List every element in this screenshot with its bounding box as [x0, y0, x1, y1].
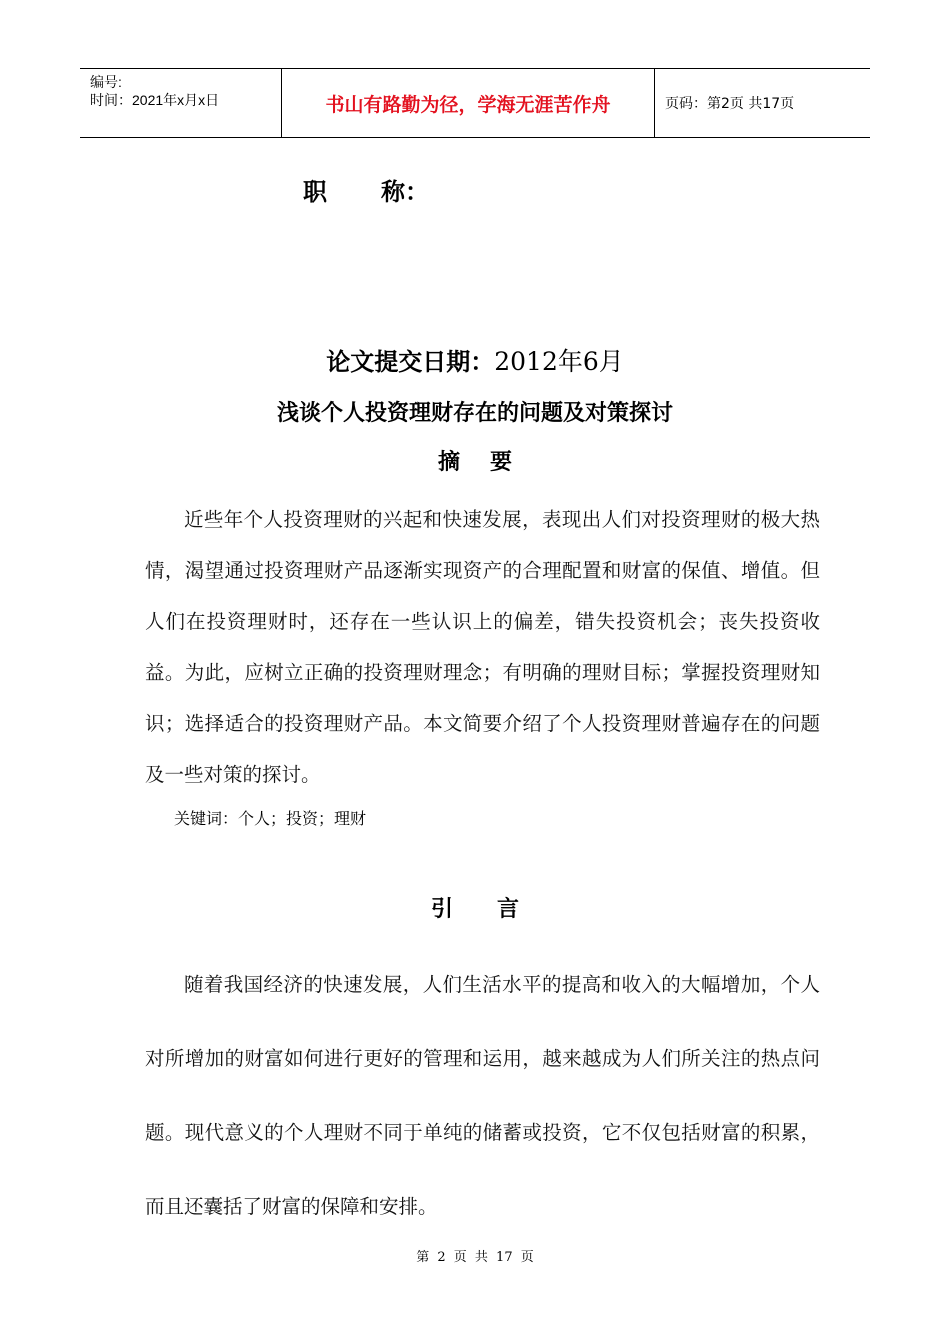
abstract-heading: 摘要	[437, 450, 542, 475]
header-motto: 书山有路勤为径，学海无涯苦作舟	[282, 69, 655, 137]
keywords: 关键词：个人；投资；理财	[174, 809, 367, 828]
header-page-info: 页码：第2页 共17页	[665, 96, 795, 112]
document-time: 时间：2021年x月x日	[90, 92, 220, 108]
introduction-heading: 引言	[430, 897, 563, 922]
title-label-a: 职	[303, 178, 327, 206]
submission-date	[0, 342, 950, 378]
title-label-b: 称：	[381, 178, 429, 206]
paper-title: 浅谈个人投资理财存在的问题及对策探讨	[276, 401, 673, 426]
submission-date-value: 2012年6月	[494, 347, 624, 376]
page-footer: 第 2 页 共 17 页	[416, 1250, 534, 1265]
professional-title-label	[303, 172, 429, 207]
document-number: 编号:	[90, 74, 122, 90]
introduction-body: 随着我国经济的快速发展，人们生活水平的提高和收入的大幅增加，个人对所增加的财富如何进行更好的管理和运用，越来越成为人们所关注的热点问题。现代意义的个人理财不同于单纯的储蓄或投资，它不仅包括财富的积累，而且还囊括了财富的保障和安排。	[145, 973, 820, 1218]
page-header	[80, 68, 870, 138]
header-meta	[80, 69, 282, 137]
submission-date-label: 论文提交日期：	[326, 348, 495, 376]
abstract-body: 近些年个人投资理财的兴起和快速发展，表现出人们对投资理财的极大热情，渴望通过投资理财产品逐渐实现资产的合理配置和财富的保值、增值。但人们在投资理财时，还存在一些认识上的偏差，错失投资机会；丧失投资收益。为此，应树立正确的投资理财理念；有明确的理财目标；掌握投资理财知识；选择适合的投资理财产品。本文简要介绍了个人投资理财普遍存在的问题及一些对策的探讨。	[145, 508, 820, 786]
